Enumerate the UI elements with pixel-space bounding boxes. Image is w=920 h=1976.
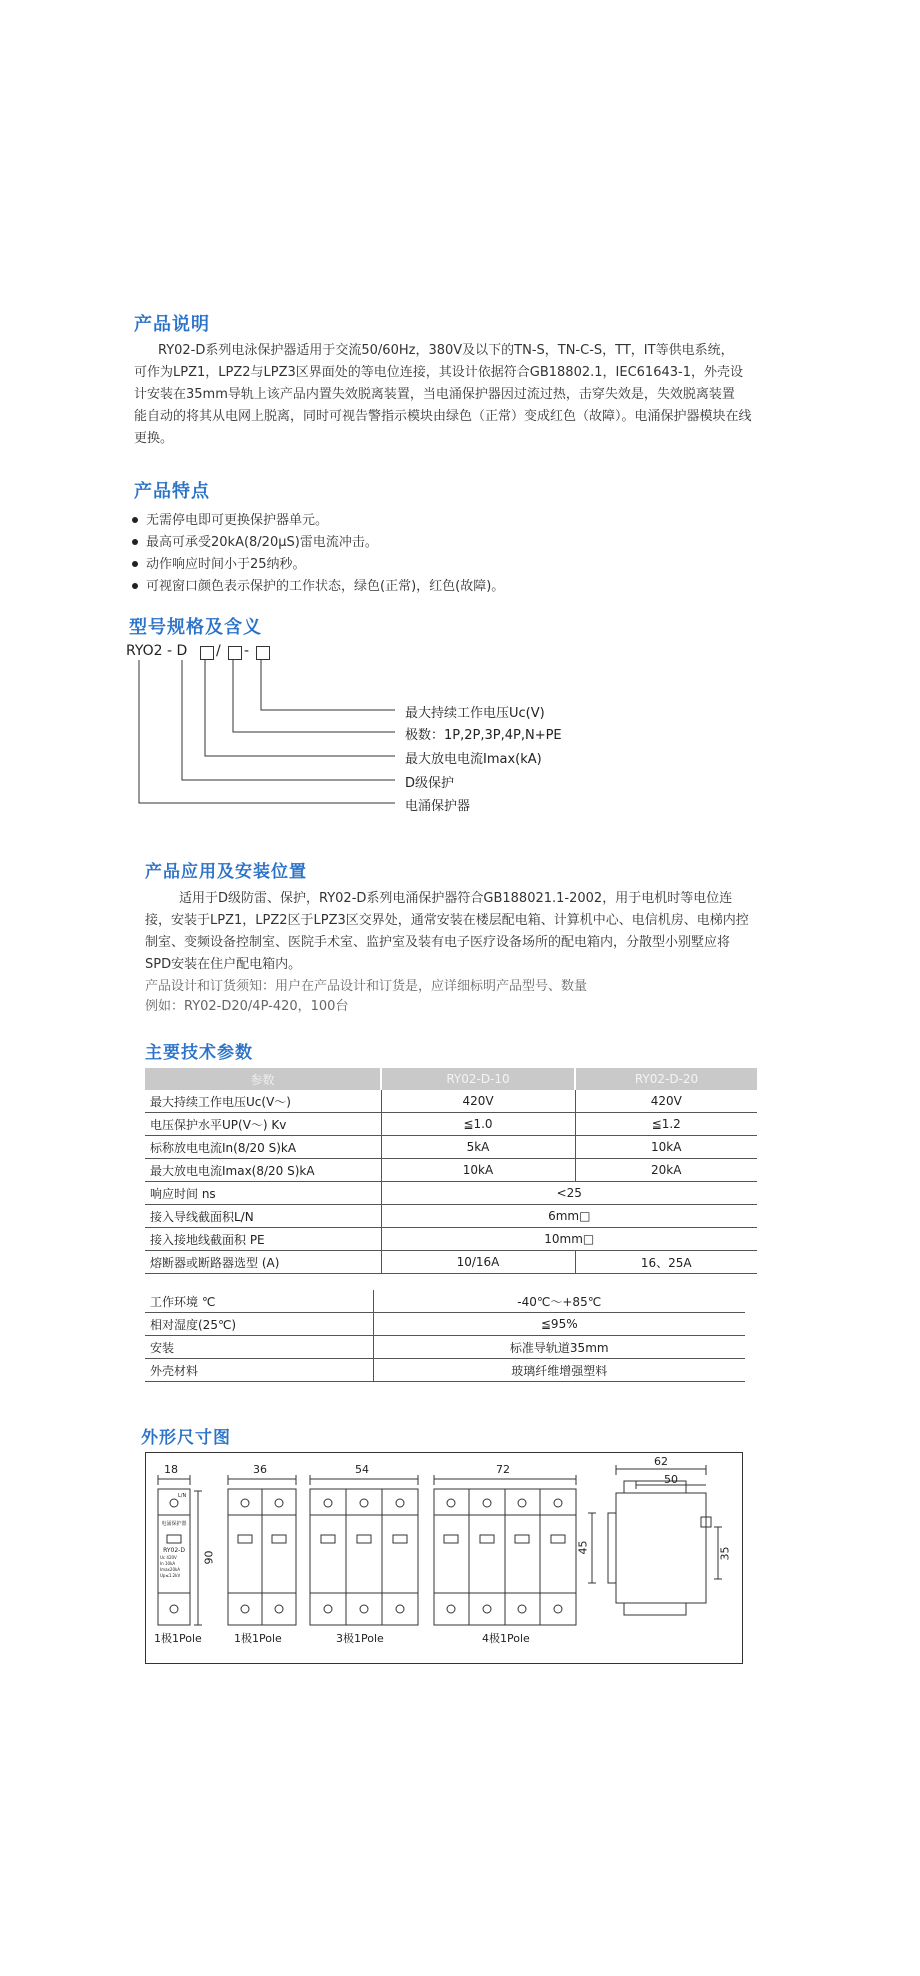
table-row: 外壳材料 玻璃纤维增强塑料 xyxy=(145,1359,745,1382)
header-d20: RY02-D-20 xyxy=(575,1068,757,1090)
model-label-class: D级保护 xyxy=(405,776,455,791)
desc-line: RY02-D系列电泳保护器适用于交流50/60Hz，380V及以下的TN-S，TN-C-S，TT，IT等供电系统， xyxy=(158,343,734,358)
list-item: 动作响应时间小于25纳秒。 xyxy=(132,554,772,576)
table-row: 熔断器或断路器选型 (A) 10/16A 16、25A xyxy=(145,1251,757,1274)
model-slash: / xyxy=(216,643,221,659)
desc-line: 计安装在35mm导轨上该产品内置失效脱离装置，当电涌保护器因过流过热，击穿失效是，失效脱离装置 xyxy=(134,387,735,402)
dim-width-3: 54 xyxy=(355,1463,369,1476)
app-line: 适用于D级防雷、保护，RY02-D系列电涌保护器符合GB188021.1-2002，用于电机时等电位连 xyxy=(179,891,733,906)
desc-line: 更换。 xyxy=(134,431,174,446)
dims-title: 外形尺寸图 xyxy=(141,1428,231,1448)
list-item: 可视窗口颜色表示保护的工作状态，绿色(正常)，红色(故障)。 xyxy=(132,576,772,598)
table-row: 相对湿度(25℃) ≦95% xyxy=(145,1313,745,1336)
module-model: RY02-D xyxy=(163,1547,185,1554)
table-row: 标称放电电流In(8/20 S)kA 5kA 10kA xyxy=(145,1136,757,1159)
dims-frame xyxy=(145,1452,743,1664)
model-prefix: RYO2 - D xyxy=(126,643,188,659)
header-param: 参数 xyxy=(145,1068,381,1090)
table-row: 工作环境 ℃ -40℃～+85℃ xyxy=(145,1290,745,1313)
pole-label: 1极1Pole xyxy=(234,1632,282,1645)
model-title: 型号规格及含义 xyxy=(129,617,262,638)
side-dim-45: 45 xyxy=(576,1540,590,1555)
side-dim-62: 62 xyxy=(654,1455,668,1468)
side-dim-50: 50 xyxy=(664,1473,678,1486)
dim-width-2: 36 xyxy=(253,1463,267,1476)
table-row: 响应时间 ns <25 xyxy=(145,1182,757,1205)
desc-line: 能自动的将其从电网上脱离，同时可视告警指示模块由绿色（正常）变成红色（故障）。电涌保护器模块在线 xyxy=(134,409,752,424)
features-title: 产品特点 xyxy=(134,481,210,502)
model-label-spd: 电涌保护器 xyxy=(405,799,471,814)
pole-label: 4极1Pole xyxy=(482,1632,530,1645)
params-table-top xyxy=(145,1068,757,1274)
dim-width-1: 18 xyxy=(164,1463,178,1476)
table-header xyxy=(145,1068,757,1090)
params-table-bottom xyxy=(145,1290,745,1382)
desc-title: 产品说明 xyxy=(134,314,210,335)
params-title: 主要技术参数 xyxy=(145,1043,253,1063)
table-row: 接入导线截面积L/N 6mm□ xyxy=(145,1205,757,1228)
table-row: 最大持续工作电压Uc(V～) 420V 420V xyxy=(145,1090,757,1113)
pole-label: 3极1Pole xyxy=(336,1632,384,1645)
dim-height: 90 xyxy=(202,1550,216,1565)
model-label-imax: 最大放电电流Imax(kA) xyxy=(405,752,542,767)
table-row: 电压保护水平UP(V～) Kv ≦1.0 ≦1.2 xyxy=(145,1113,757,1136)
table-row: 最大放电电流Imax(8/20 S)kA 10kA 20kA xyxy=(145,1159,757,1182)
table-row: 安装 标准导轨道35mm xyxy=(145,1336,745,1359)
app-line: 制室、变频设备控制室、医院手术室、监护室及装有电子医疗设备场所的配电箱内，分散型小别墅应将 xyxy=(145,935,731,950)
module-specs: Uc 420V In 10kA Imax20kA Up≤1.2kV xyxy=(160,1555,181,1578)
model-label-poles: 极数：1P,2P,3P,4P,N+PE xyxy=(405,728,562,743)
module-terminal: L/N xyxy=(178,1493,187,1499)
model-label-uc: 最大持续工作电压Uc(V) xyxy=(405,706,545,721)
table-row: 接入接地线截面积 PE 10mm□ xyxy=(145,1228,757,1251)
app-title: 产品应用及安装位置 xyxy=(145,862,307,882)
module-title: 电涌保护器 xyxy=(161,1521,187,1527)
app-line: 接，安装于LPZ1，LPZ2区于LPZ3区交界处，通常安装在楼层配电箱、计算机中心、电信机房、电梯内控 xyxy=(145,913,749,928)
header-d10: RY02-D-10 xyxy=(381,1068,575,1090)
app-line: SPD安装在住户配电箱内。 xyxy=(145,957,302,972)
app-paragraph xyxy=(145,888,795,976)
app-note-example: 例如：RY02-D20/4P-420，100台 xyxy=(145,999,349,1014)
list-item: 无需停电即可更换保护器单元。 xyxy=(132,510,772,532)
pole-label: 1极1Pole xyxy=(154,1632,202,1645)
model-dash: - xyxy=(244,643,250,659)
side-dim-35: 35 xyxy=(718,1546,732,1561)
app-note-order: 产品设计和订货须知：用户在产品设计和订货是，应详细标明产品型号、数量 xyxy=(145,979,588,994)
dim-width-4: 72 xyxy=(496,1463,510,1476)
desc-line: 可作为LPZ1，LPZ2与LPZ3区界面处的等电位连接，其设计依据符合GB18802.1，IEC61643-1，外壳设 xyxy=(134,365,743,380)
list-item: 最高可承受20kA(8/20μS)雷电流冲击。 xyxy=(132,532,772,554)
